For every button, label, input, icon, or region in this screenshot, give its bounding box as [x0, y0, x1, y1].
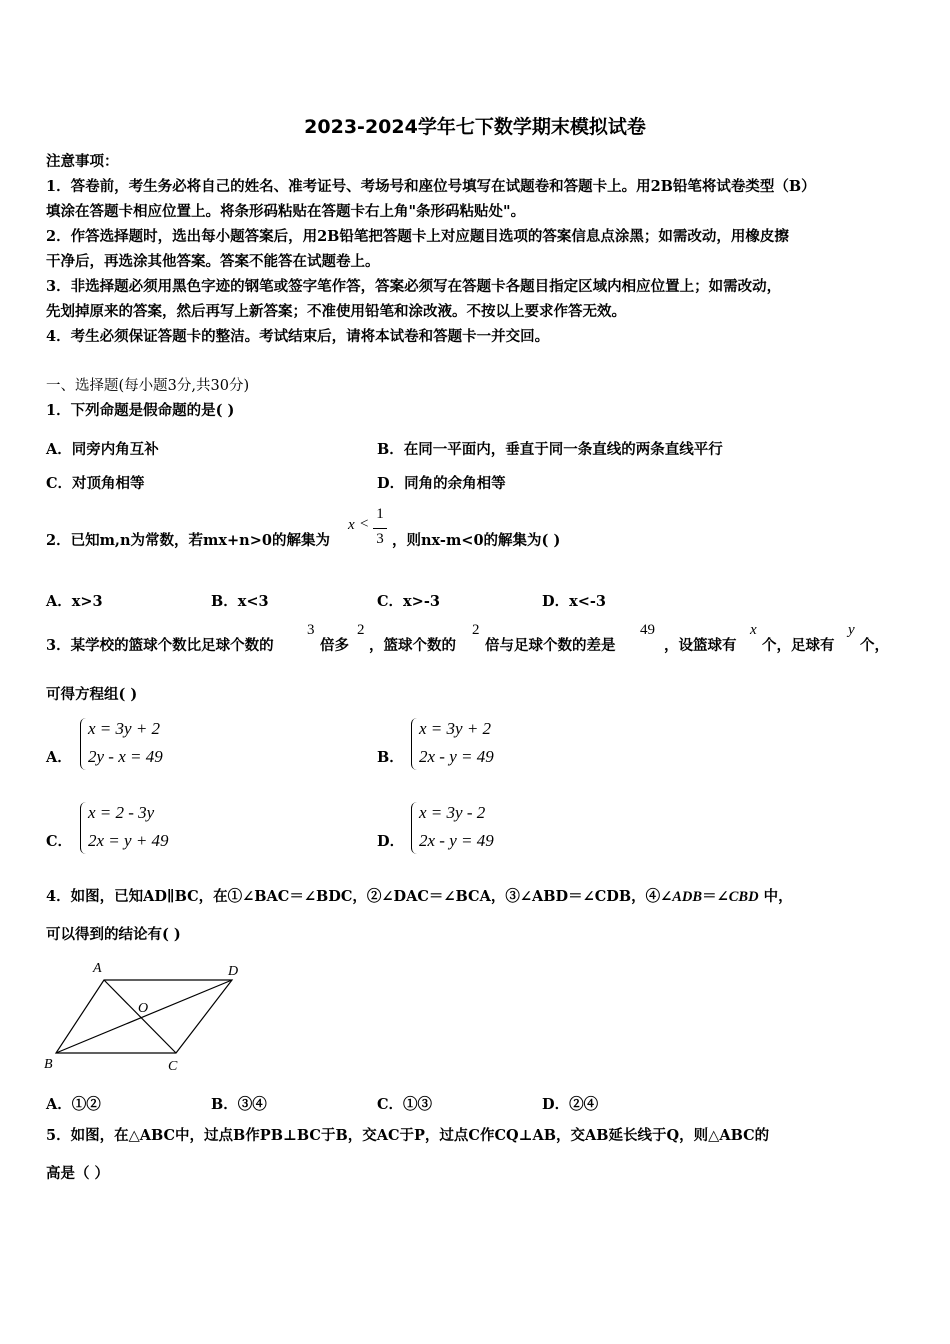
q3-num-2a: 2 — [357, 622, 365, 638]
q3-option-c-eq2: 2x = y + 49 — [88, 831, 169, 850]
q3-text-4: 倍与足球个数的差是 — [485, 637, 616, 654]
q2-fraction-denominator: 3 — [376, 531, 384, 547]
q2-fraction-numerator: 1 — [376, 506, 384, 522]
q3-text-6: 个，足球有 — [762, 637, 835, 654]
q3-option-d-brace — [411, 802, 418, 854]
q3-text-5: ，设篮球有 — [664, 637, 737, 654]
q3-option-b-label[interactable]: B． — [377, 749, 404, 766]
q4-option-b[interactable]: B．③④ — [211, 1096, 267, 1113]
label-o: O — [138, 1001, 149, 1016]
label-b: B — [44, 1057, 53, 1072]
q2-option-a[interactable]: A．x>3 — [46, 593, 103, 610]
q3-option-a-eq1: x = 3y + 2 — [88, 719, 161, 738]
q4-stem-1e: 中， — [758, 888, 793, 905]
notice-line-1b: 填涂在答题卡相应位置上。将条形码粘贴在答题卡右上角"条形码粘贴处"。 — [46, 203, 526, 220]
label-d: D — [228, 964, 239, 979]
notice-line-2a: 2．作答选择题时，选出每小题答案后，用2B铅笔把答题卡上对应题目选项的答案信息点涂黑；如需改动，用橡皮擦 — [46, 228, 789, 245]
q3-option-d-label[interactable]: D． — [377, 833, 405, 850]
q3-option-c-brace — [80, 802, 87, 854]
q1-option-b[interactable]: B．在同一平面内，垂直于同一条直线的两条直线平行 — [377, 441, 723, 458]
q3-num-2b: 2 — [472, 622, 480, 638]
q4-option-d[interactable]: D．②④ — [542, 1096, 599, 1113]
q1-option-d[interactable]: D．同角的余角相等 — [377, 475, 506, 492]
notice-heading: 注意事项： — [46, 153, 119, 170]
q3-var-x: x — [750, 622, 757, 638]
q2-stem-pre: 2．已知m,n为常数，若mx+n>0的解集为 — [46, 532, 330, 549]
q3-text-1: 3．某学校的篮球个数比足球个数的 — [46, 637, 274, 654]
q4-option-c[interactable]: C．①③ — [377, 1096, 433, 1113]
q5-stem-line-1: 5．如图，在△ABC中，过点B作PB⊥BC于B，交AC于P，过点C作CQ⊥AB，交AB延长线于Q，则△ABC的 — [46, 1127, 770, 1144]
q1-stem: 1．下列命题是假命题的是( ) — [46, 402, 235, 419]
q2-stem-post: ，则nx-m<0的解集为( ) — [392, 532, 561, 549]
q3-num-3: 3 — [307, 622, 315, 638]
q3-text-7: 个， — [860, 637, 889, 654]
q4-stem-adb: ADB — [672, 889, 703, 905]
diagonal-ac — [104, 980, 176, 1053]
q3-option-b-eq2: 2x - y = 49 — [419, 747, 494, 766]
q2-option-d[interactable]: D．x<-3 — [542, 593, 606, 610]
notice-line-2b: 干净后，再选涂其他答案。答案不能答在试题卷上。 — [46, 253, 380, 270]
q3-option-b-eq1: x = 3y + 2 — [419, 719, 492, 738]
notice-line-4: 4．考生必须保证答题卡的整洁。考试结束后，请将本试卷和答题卡一并交回。 — [46, 328, 550, 345]
q2-ineq-sign: < — [360, 516, 369, 532]
q3-option-a-label[interactable]: A． — [46, 749, 72, 766]
notice-line-3b: 先划掉原来的答案，然后再写上新答案；不准使用铅笔和涂改液。不按以上要求作答无效。 — [46, 303, 626, 320]
notice-line-1a: 1．答卷前，考生务必将自己的姓名、准考证号、考场号和座位号填写在试题卷和答题卡上。用2B铅笔将试卷类型（B） — [46, 178, 816, 195]
q3-text-3: ，篮球个数的 — [369, 637, 456, 654]
q3-text-line-2: 可得方程组( ) — [46, 686, 138, 703]
q4-parallelogram-figure — [40, 955, 250, 1080]
notice-line-3a: 3．非选择题必须用黑色字迹的钢笔或签字笔作答，答案必须写在答题卡各题目指定区域内相应位置上；如需改动， — [46, 278, 782, 295]
label-c: C — [168, 1059, 178, 1074]
q3-option-b-brace — [411, 718, 418, 770]
q4-stem-line-2: 可以得到的结论有( ) — [46, 926, 181, 943]
q3-option-d-eq1: x = 3y - 2 — [419, 803, 486, 822]
q4-stem-1a: 4．如图，已知AD∥BC，在①∠BAC＝∠BDC，②∠DAC＝∠BCA，③∠ABD＝∠CDB，④∠ — [46, 888, 673, 905]
q3-option-c-eq1: x = 2 - 3y — [88, 803, 155, 822]
q2-option-c[interactable]: C．x>-3 — [377, 593, 440, 610]
diagonal-bd — [56, 980, 232, 1053]
q4-stem-1c: ＝∠ — [702, 888, 729, 905]
q4-option-a[interactable]: A．①② — [46, 1096, 101, 1113]
section-heading: 一、选择题(每小题3分,共30分) — [46, 378, 250, 394]
q4-stem-cbd: CBD — [728, 889, 759, 905]
page-title: 2023-2024学年七下数学期末模拟试卷 — [304, 116, 646, 138]
q3-var-y: y — [848, 622, 855, 638]
q2-ineq-var: x — [348, 517, 355, 533]
q1-option-c[interactable]: C．对顶角相等 — [46, 475, 145, 492]
q3-option-a-eq2: 2y - x = 49 — [88, 747, 163, 766]
q2-fraction-bar — [373, 528, 387, 529]
q3-option-d-eq2: 2x - y = 49 — [419, 831, 494, 850]
label-a: A — [93, 961, 102, 976]
q1-option-a[interactable]: A．同旁内角互补 — [46, 441, 159, 458]
q3-option-a-brace — [80, 718, 87, 770]
q3-text-2: 倍多 — [320, 637, 349, 654]
q3-option-c-label[interactable]: C． — [46, 833, 73, 850]
q2-option-b[interactable]: B．x<3 — [211, 593, 269, 610]
q4-stem-line-1 — [46, 888, 793, 906]
q5-stem-line-2: 高是（ ） — [46, 1165, 110, 1182]
q3-num-49: 49 — [640, 622, 655, 638]
